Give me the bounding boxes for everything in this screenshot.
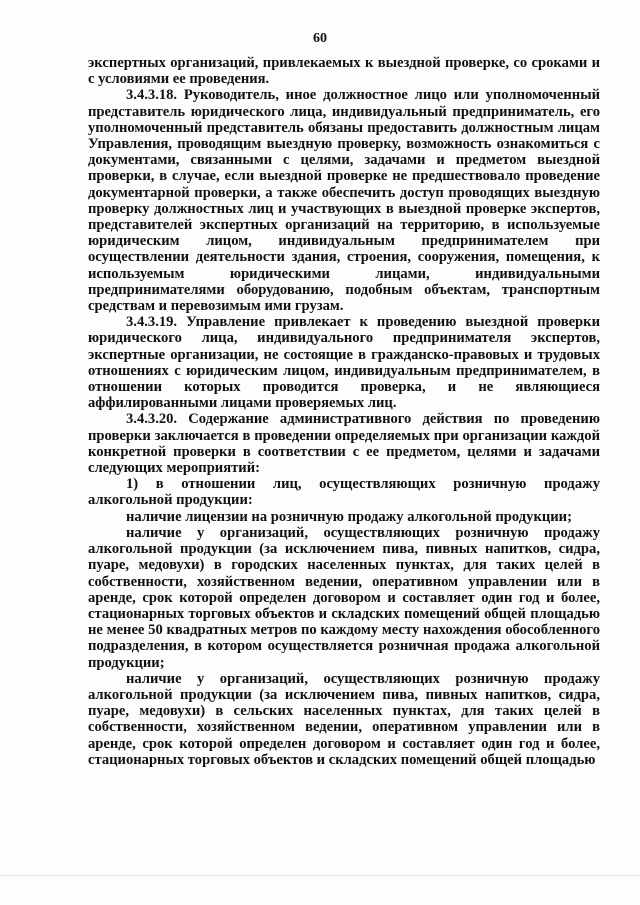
paragraph-3-4-3-20: 3.4.3.20. Содержание административного действия по проведению проверки заключается в проведении определяемых при организации каждой конкретной проверки в соответствии с ее предметом, целями и задачами следующих мероприятий: bbox=[88, 411, 600, 477]
sub-item-rural-premises: наличие у организаций, осуществляющих розничную продажу алкогольной продукции (за исключением пива, пивных напитков, сидра, пуаре, медовухи) в сельских населенных пунктах, для таких целей в собственности, хозяйственном ведении, оперативном управлении или в аренде, срок которой определен договором и составляет один год и более, стационарных торговых объектов и складских помещений общей площадью bbox=[88, 670, 600, 768]
page-bottom-edge bbox=[0, 875, 640, 876]
sub-item-license: наличие лицензии на розничную продажу алкогольной продукции; bbox=[126, 508, 572, 525]
paragraph-3-4-3-19: 3.4.3.19. Управление привлекает к проведению выездной проверки юридического лица, индивидуального предпринимателя экспертов, экспертные организации, не состоящие в гражданско-правовых и трудовых отношениях с юридическим лицом, индивидуальным предпринимателем, в отношении которых проводится проверка, и не являющиеся аффилированными лицами проверяемых лиц. bbox=[88, 314, 600, 412]
sub-item-urban-premises: наличие у организаций, осуществляющих розничную продажу алкогольной продукции (за исключением пива, пивных напитков, сидра, пуаре, медовухи) в городских населенных пунктах, для таких целей в собственности, хозяйственном ведении, оперативном управлении или в аренде, срок которой определен договором и составляет один год и более, стационарных торговых объектов и складских помещений общей площадью не менее 50 квадратных метров по каждому месту нахождения обособленного подразделения, в котором осуществляется розничная продажа алкогольной продукции; bbox=[88, 524, 600, 671]
list-item-1: 1) в отношении лиц, осуществляющих розничную продажу алкогольной продукции: bbox=[88, 476, 600, 509]
paragraph-continuation: экспертных организаций, привлекаемых к выездной проверке, со сроками и с условиями ее проведения. bbox=[88, 55, 600, 88]
page-body bbox=[88, 55, 600, 768]
page-number: 60 bbox=[313, 31, 327, 46]
paragraph-3-4-3-18: 3.4.3.18. Руководитель, иное должностное лицо или уполномоченный представитель юридического лица, индивидуальный предприниматель, его уполномоченный представитель обязаны предоставить должностным лицам Управления, проводящим выездную проверку, возможность ознакомиться с документами, связанными с целями, задачами и предметом выездной проверки, в случае, если выездной проверке не предшествовало проведение документарной проверки, а также обеспечить доступ проводящих выездную проверку должностных лиц и участвующих в выездной проверке экспертов, представителей экспертных организаций на территорию, в используемые юридическим лицом, индивидуальным предпринимателем при осуществлении деятельности здания, строения, сооружения, помещения, к используемым юридическими лицами, индивидуальными предпринимателями оборудованию, подобным объектам, транспортным средствам и перевозимым ими грузам. bbox=[88, 87, 600, 315]
